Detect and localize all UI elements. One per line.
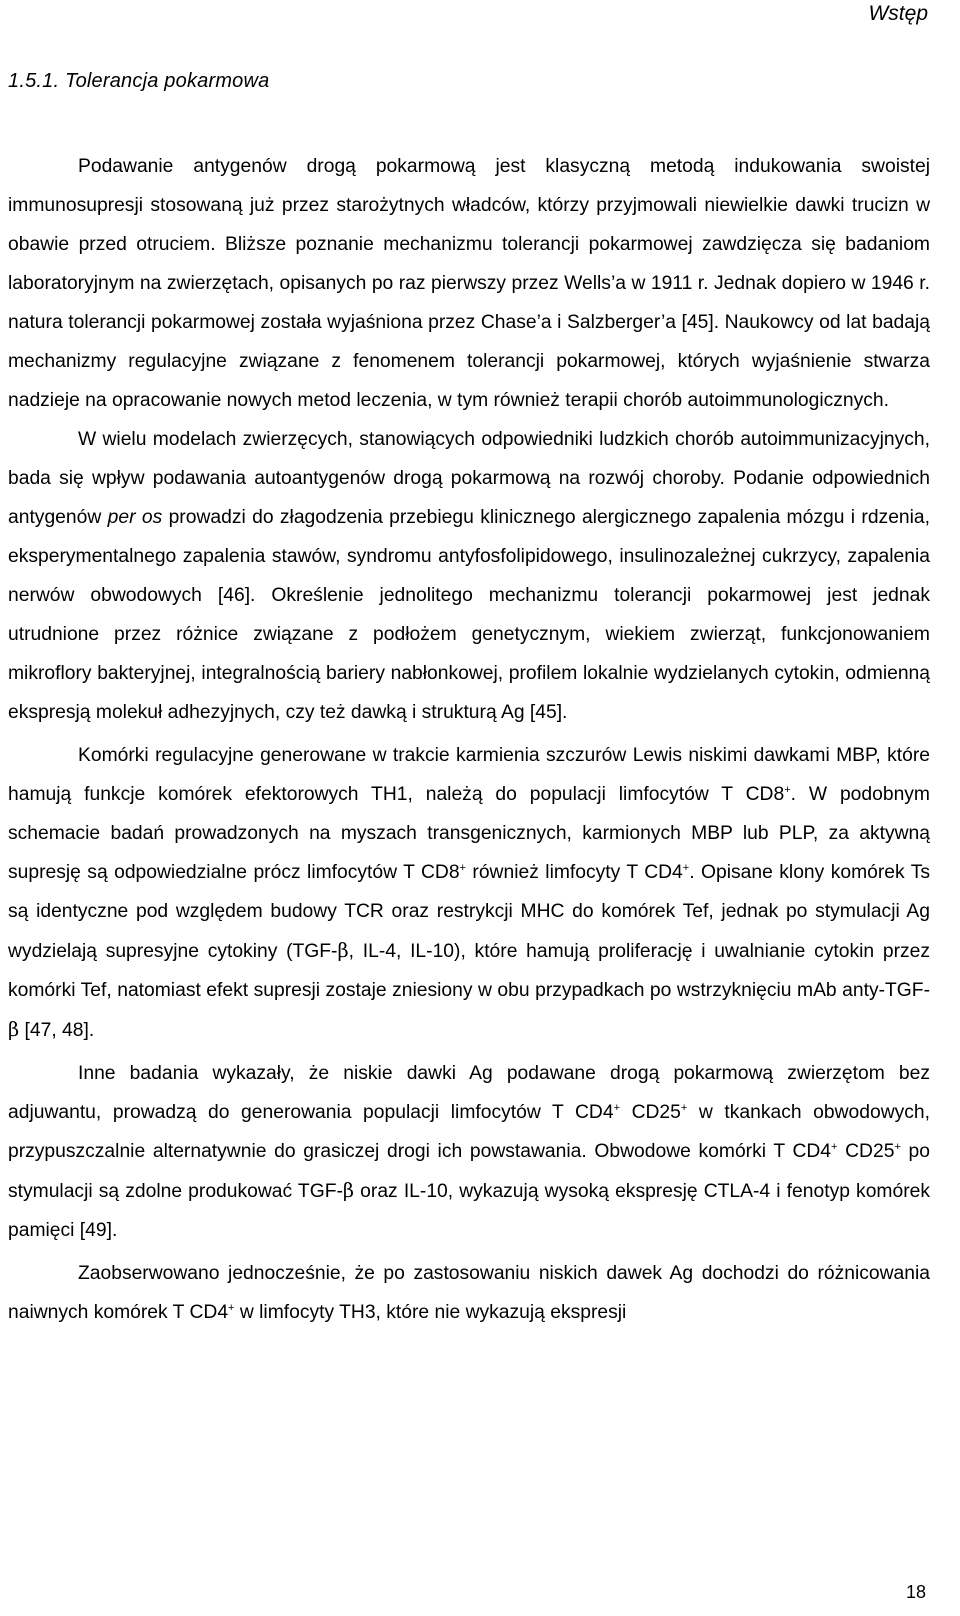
paragraph-text: W wielu modelach zwierzęcych, stanowiących odpowiedniki ludzkich chorób autoimmunizacyjnych, bada się wpływ podawania autoantygenów drogą pokarmową na rozwój choroby. Podanie odpowiednich antygenów [8, 429, 930, 528]
paragraph-text: po stymulacji są zdolne produkować TGF- [8, 1141, 930, 1202]
paragraph-text: , IL-4, IL-10), które hamują proliferację i uwalnianie cytokin przez komórki Tef, natomiast efekt supresji zostaje zniesiony w obu przypadkach po wstrzyknięciu mAb anty-TGF- [8, 941, 930, 1001]
paragraph-text: [47, 48]. [19, 1020, 95, 1041]
page-number: 18 [905, 1582, 926, 1602]
greek-beta: β [337, 939, 349, 962]
greek-beta: β [8, 1018, 20, 1041]
superscript: + [784, 784, 791, 796]
superscript: + [228, 1302, 235, 1314]
paragraph-5 [8, 1254, 930, 1332]
paragraph-text: w limfocyty TH3, które nie wykazują ekspresji [234, 1302, 627, 1323]
section-heading: 1.5.1. Tolerancja pokarmowa [8, 70, 270, 92]
superscript: + [680, 1102, 688, 1114]
paragraph-text: oraz IL-10, wykazują wysoką ekspresję CTLA-4 i fenotyp komórek pamięci [49]. [8, 1181, 930, 1241]
paragraph-text: . W podobnym schemacie badań prowadzonych na myszach transgenicznych, karmionych MBP lub PLP, za aktywną supresję są odpowiedzialne prócz limfocytów T CD8 [8, 784, 930, 883]
chapter-header: Wstęp [868, 2, 928, 25]
paragraph-text: również limfocyty T CD4 [465, 862, 683, 883]
paragraph-3 [8, 736, 930, 1050]
paragraph-text: Podawanie antygenów drogą pokarmową jest klasyczną metodą indukowania swoistej immunosupresji stosowaną już przez starożytnych władców, którzy przyjmowali niewielkie dawki trucizn w obawie przed otruciem. Bliższe poznanie mechanizmu tolerancji pokarmowej zawdzięcza się badaniom laboratoryjnym na zwierzętach, opisanych po raz pierwszy przez Wells’a w 1911 r. Jednak dopiero w 1946 r. natura tolerancji pokarmowej została wyjaśniona przez Chase’a i Salzberger’a [45]. Naukowcy od lat badają mechanizmy regulacyjne związane z fenomenem tolerancji pokarmowej, których wyjaśnienie stwarza nadzieje na opracowanie nowych metod leczenia, w tym również terapii chorób autoimmunologicznych. [8, 156, 930, 411]
paragraph-text: Zaobserwowano jednocześnie, że po zastosowaniu niskich dawek Ag dochodzi do różnicowania naiwnych komórek T CD4 [8, 1263, 930, 1323]
superscript: + [459, 862, 466, 874]
italic-term: per os [107, 507, 163, 528]
superscript: + [613, 1102, 620, 1114]
paragraph-text: . Opisane klony komórek Ts są identyczne pod względem budowy TCR oraz restrykcji MHC do komórek Tef, jednak po stymulacji Ag wydzielają supresyjne cytokiny (TGF- [8, 862, 931, 962]
greek-beta: β [342, 1179, 355, 1202]
paragraph-text: Komórki regulacyjne generowane w trakcie karmienia szczurów Lewis niskimi dawkami MBP, które hamują funkcje komórek efektorowych TH1, należą do populacji limfocytów T CD8 [8, 745, 930, 805]
paragraph-text: CD25 [620, 1102, 681, 1123]
paragraph-1 [8, 147, 930, 420]
superscript: + [682, 862, 690, 874]
paragraph-4 [8, 1054, 930, 1250]
superscript: + [831, 1141, 838, 1153]
paragraph-2 [8, 420, 930, 732]
paragraph-text: CD25 [837, 1141, 895, 1162]
superscript: + [894, 1141, 901, 1153]
paragraph-text: w tkankach obwodowych, przypuszczalnie alternatywnie do grasiczej drogi ich powstawania. Obwodowe komórki T CD4 [8, 1102, 930, 1162]
paragraph-text: prowadzi do złagodzenia przebiegu klinicznego alergicznego zapalenia mózgu i rdzenia, eksperymentalnego zapalenia stawów, syndromu antyfosfolipidowego, insulinozależnej cukrzycy, zapalenia nerwów obwodowych [46]. Określenie jednolitego mechanizmu tolerancji pokarmowej jest jednak utrudnione przez różnice związane z podłożem genetycznym, wiekiem zwierząt, funkcjonowaniem mikroflory bakteryjnej, integralnością bariery nabłonkowej, profilem lokalnie wydzielanych cytokin, odmienną ekspresją molekuł adhezyjnych, czy też dawką i strukturą Ag [45]. [8, 507, 931, 723]
document-body [8, 147, 930, 1332]
paragraph-text: Inne badania wykazały, że niskie dawki Ag podawane drogą pokarmową zwierzętom bez adjuwantu, prowadzą do generowania populacji limfocytów T CD4 [8, 1063, 930, 1123]
